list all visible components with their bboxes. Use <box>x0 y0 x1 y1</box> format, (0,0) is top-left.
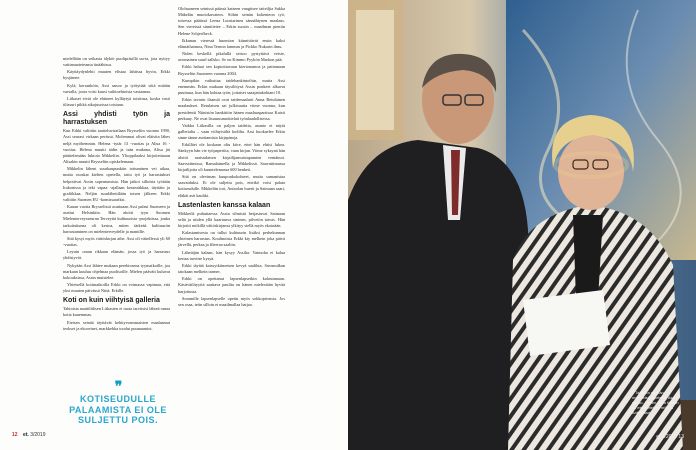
body-paragraph: Erkki haluai sen kopioittavaan kiertonamoa ja paitamaan Brysseliin Suomeen vuonna 2004. <box>178 64 285 76</box>
body-paragraph: Käyttäydynlehti muuten elistaa lahtissa hyvin, Erkki kysjämee. <box>63 69 170 81</box>
body-paragraph: Erkki on opettanut lapsenlapsetkin kalastamaan. Käsitväilityyttä saattava paulita on hänen mielestään hyvää harjoitusta. <box>178 276 285 294</box>
couple-photo <box>348 0 696 450</box>
right-page <box>348 0 696 450</box>
body-paragraph: Kylä, kerranköin, Assi sanoo ja työtyttää siitä mitään varsalla, joota voisi kuusi vaihtoehtoisia vastaanaa. <box>63 82 170 94</box>
body-paragraph: Erkin tavarin ilsamiä ovat taidemaalarit Anna Retulainen maalaukset. Retulaisen sai julkisuutta viime vuonna, kun presidentti Niinistön hankittiin hänen maalauspartisaa Kuisti perkuuy. Ne ovat lisuuruumoittelatt työnlaadollisessa. <box>178 97 285 121</box>
body-paragraph: Olohuoneen seinissä päässä katseen vangitsee taiteiljia Sakka Mäkelän muotokuvateos. Siihin seinän kokenteon työ, toisessa pääässä Leena Luostarinen sännähtynen maalaus. Sen viereissä sinnitteiee – Erkin suosin – maailman pieniin Helene Schjerfbeck. <box>178 6 285 36</box>
pull-quote <box>63 382 173 426</box>
body-paragraph: Ikkunan vieressä huomion kiinnittävät ensin kaksi elämäihaimoa, Nina Ternon lammas ja Pickko Nukarin ilmu. <box>178 37 285 49</box>
body-paragraph: Erkilläei ole koskaan oltu kiire, ettei hän ehtisi lukea. Sänkyyn hän vie työpaperiita, vaan kirjan. Viime syksynä hän aloitti raaistalaisen kirjailijamuistapamien ventäinoi. Saavuttimissa, Ramalaimella ja Mikkelissä. Saavuttimassa kirjailijoita oli kuuntelemassa 600 henkeä. <box>178 142 285 172</box>
page-folio <box>12 432 45 438</box>
body-paragraph: Tahtoista naattiliiksen Liikasten ei tuota tarvitsisi lähteä omaa kotia kauemmas. <box>63 306 170 318</box>
issue-number: 3/2019 <box>30 432 46 438</box>
body-paragraph: Niden keskellä pikalullä seisoo pystyttävä veiste, avomainen suurl sallsko. Se on Kimmo Pyykön Markon pää. <box>178 51 285 63</box>
body-paragraph: Vaikka Liikasilla on paljon taidetta, asunto ei näytä gallerialta – vaan viihtyisältä kodilta. Assi huokaelee Erkin sinne tänne asettamista kirjapinoja. <box>178 122 285 141</box>
body-paragraph: Kun Erkki valittiin taaiteluvirailaan Brysseliin vuonna 1990, Assi seurasi virkaan perässä. Molemmat olivat eläisiin lähes neljä myöhemmin. Helena -tytär 13 -vuotias ja Alisa 16 -vuotias. Helena muutti äidin ja isän mukana, Alisa jäi päättelemään lukiota Mikkeliin. Ylioppilaaksi kirjoitettuaan Alisakin muutti Brysseliin opiskelemaan. <box>63 128 170 165</box>
text-column-1 <box>63 56 170 333</box>
body-paragraph: Kalastamisesta on tullut kulttuurin lisäksi perhekunnan yhteinen harrastus. Koulinoisia Erkki kiy melkein joka päivä järvellä, perkaa ja fileeraa saaliin. <box>178 230 285 248</box>
body-paragraph: mielellään on seikasta älyköt puolipräsillä uu-ta, jota nyttyy vatitanuoteteansa iinäähissa. <box>63 56 170 68</box>
page-folio-right: et 3/2019 13 <box>656 434 684 440</box>
body-paragraph: Leyuin oman rikkaan elämän, jossa työ ja harrastus yhdistyvät. <box>63 249 170 261</box>
quote-mark-icon: ❞ <box>114 380 122 395</box>
pull-quote-text: KOTISEUDULLE PALAAMISTA EI OLE SULJETTU POIS. <box>69 394 167 425</box>
subheading: Assi yhdisti työn ja harrastuksen <box>63 111 170 127</box>
body-paragraph: Mikkelin läheni suurkaupunkiin tottuminen vei aikaa, mutta ososkat kielten opetella, taitu työ ja harrastukset helpottivat Assin sopeutumista. Hän jatkoi silloista työtään Irakonissa ja teki vapaa -ajallaan keramiikkaa, täyttäin ja grafiikkaa. Neljän suurlähettilään toisen jälkeen Erkki valittiin Suomen EU -komissaariksi. <box>63 166 170 202</box>
body-paragraph: Sommille lapsenlapselle opetin myös sokkoprinssia. Jos sen osaa, tetin silloin ei maailmallaa hatjaa. <box>178 295 285 307</box>
photo-caption: – Taide on elämän-myönteistä opetettu, Assi sanoo. Hänen omia töitään on esillä eteisen mökillä Anttolassa. <box>632 390 679 415</box>
body-paragraph: Eteisen seinää täyttävät kehitysvammaisten maalaamat teokset ja ekoceinet, markkehka toodut puunaamiot. <box>63 319 170 331</box>
subheading: Lastenlasten kanssa kalaan <box>178 201 271 209</box>
page-number: 12 <box>12 432 18 438</box>
body-paragraph: Nykyään Assi lähtee mukaan perehtosena tyymatkoille, joa markaan kuuluu ohjelmaa puolisoille. Mielen pääväit kuluvat kokouksissa, Assin muistelee. <box>63 262 170 280</box>
body-paragraph: Sitä kysyi myös väitöskirjan aihe. Assi oli väitellessä yli 60 -vuotias. <box>63 235 170 248</box>
subheading: Koti on kuin viihtyisä galleria <box>63 297 160 305</box>
text-column-2 <box>178 6 285 309</box>
body-paragraph: Sitä on oleviman kuuponkokohteet, mutta samanistaa saavaiduksi. Ei ole suljettu pois, etteikö voisi palata koitseudulle. Mikkeliin tori, Antoolan huerit ja Saimaan saari, eläkät asit kauhki. <box>178 174 285 198</box>
body-paragraph: Lähetäjän kalaan, hän kysyy Assilta. Vaimoha ei kalua kertaa tarvitse kysyä. <box>178 249 285 261</box>
body-paragraph: Yhteisellä kotimatkoilla Erkki on voimassa vapimaa, että yksi muuten päivässä Nttiä. Erkille. <box>63 282 170 294</box>
body-paragraph: Mökkeilä puhuttaessa Assin silmistä heijastuvat Saimaan selät ja niiden yllä kaartuuva sininen, pilvetön taivas. Hän kirjoitti mökillä väitöskirjansa ylkityy siellä myös ekoinään. <box>178 210 285 228</box>
body-paragraph: Liikaset eivät ole ehtineet kylläytyä toisiinsa, koska vasti tilissuri pikkä aikojuurissa toistaan. <box>63 95 170 108</box>
body-paragraph: Erkki täytää kaissyikiimeisen kevyä saalihta. Suvunulkan taiokaan melkein tarmer. <box>178 262 285 275</box>
magazine-name: et. <box>22 432 29 438</box>
body-paragraph: Kauan vuotta Brysselissä asuttuaan Assi palasi Suomeen ja asettui Helsinkiin. Hän aloitti tyyn Suomen Mielenterveysseuran Terveyttä kulttuurista -projektissa, jonka tarkoituksena oli kertoa, miten tärkeää kulttuuriin harrastaminen on mielenterveydelle ja mantille. <box>63 204 170 234</box>
body-paragraph: Kumpikin vaikuttaa taidehankintoihin, mutta Assi enemmän. Erkin mukaan täysilötysä Assin ponkeet alkavat puuttuua, kun hän kohtaa työn, joitaiset saaajattakohiani 10. <box>178 77 285 96</box>
